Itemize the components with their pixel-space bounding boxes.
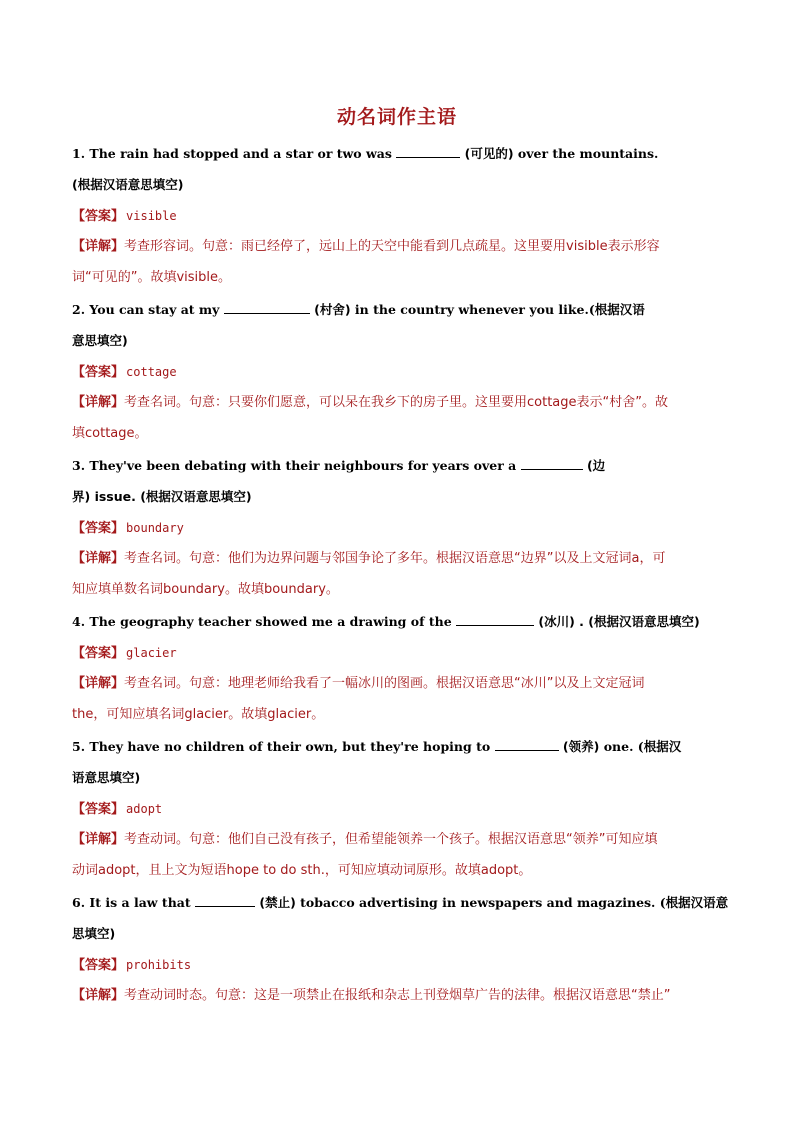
question-instruction: (根据汉语意思填空)	[588, 614, 700, 629]
answer-label: 【答案】	[72, 646, 125, 661]
question-instruction: (根据汉语意思填空)	[72, 177, 184, 192]
question-4	[72, 606, 722, 637]
detail-text: 动词adopt，且上文为短语hope to do sth.，可知应填动词原形。故填adopt。	[72, 863, 532, 878]
question-text: tobacco advertising in newspapers and magazines. (根据汉语意	[300, 895, 729, 910]
question-instruction: 语意思填空)	[72, 770, 141, 785]
answer-value: cottage	[126, 365, 177, 379]
answer-blank	[456, 613, 534, 626]
detail-text: 词“可见的”。故填visible。	[72, 270, 232, 285]
question-text: 2. You can stay at my	[72, 302, 224, 317]
question-5	[72, 731, 722, 793]
detail-6	[72, 980, 722, 1011]
detail-label: 【详解】	[72, 988, 125, 1003]
detail-4	[72, 668, 722, 730]
detail-text: 考查动词。句意：他们自己没有孩子，但希望能领养一个孩子。根据汉语意思“领养”可知应填	[124, 832, 658, 847]
answer-4	[72, 637, 722, 669]
answer-value: visible	[126, 209, 177, 223]
question-text: one. (根据汉	[603, 739, 682, 754]
answer-blank	[396, 145, 460, 158]
question-text: 6. It is a law that	[72, 895, 196, 910]
detail-text: 考查名词。句意：地理老师给我看了一幅冰川的图画。根据汉语意思“冰川”以及上文定冠词	[124, 676, 645, 691]
question-text: 4. The geography teacher showed me a drawing of the	[72, 614, 457, 629]
detail-text: the，可知应填名词glacier。故填glacier。	[72, 707, 325, 722]
question-hint: (可见的)	[460, 146, 518, 161]
answer-1	[72, 200, 722, 232]
question-text: over the mountains.	[517, 146, 659, 161]
answer-label: 【答案】	[72, 802, 125, 817]
detail-text: 填cottage。	[72, 426, 148, 441]
detail-2	[72, 387, 722, 449]
question-6	[72, 887, 729, 949]
question-text: in the country whenever you like.(根据汉语	[354, 302, 645, 317]
question-instruction: 意思填空)	[72, 333, 128, 348]
answer-value: prohibits	[126, 958, 192, 972]
detail-text: 考查名词。句意：他们为边界问题与邻国争论了多年。根据汉语意思“边界”以及上文冠词a，可	[124, 551, 666, 566]
answer-value: boundary	[126, 521, 184, 535]
question-text: 5. They have no children of their own, but they're hoping to	[72, 739, 495, 754]
detail-label: 【详解】	[72, 395, 125, 410]
question-hint: (禁止)	[255, 895, 301, 910]
question-hint: (边	[582, 458, 606, 473]
answer-blank	[224, 301, 310, 314]
question-hint: (领养)	[558, 739, 604, 754]
answer-value: glacier	[126, 646, 177, 660]
detail-label: 【详解】	[72, 676, 125, 691]
answer-3	[72, 512, 722, 544]
detail-5	[72, 824, 722, 886]
question-text: 1. The rain had stopped and a star or two was	[72, 146, 397, 161]
detail-text: 考查形容词。句意：雨已经停了，远山上的天空中能看到几点疏星。这里要用visible表示形容	[124, 239, 660, 254]
answer-label: 【答案】	[72, 521, 125, 536]
detail-label: 【详解】	[72, 239, 125, 254]
answer-label: 【答案】	[72, 365, 125, 380]
answer-value: adopt	[126, 802, 163, 816]
question-1	[72, 138, 722, 200]
answer-label: 【答案】	[72, 209, 125, 224]
question-hint: (冰川) .	[534, 614, 589, 629]
answer-6	[72, 949, 722, 981]
answer-5	[72, 793, 722, 825]
question-3	[72, 450, 722, 512]
question-text: 3. They've been debating with their neighbours for years over a	[72, 458, 521, 473]
detail-label: 【详解】	[72, 551, 125, 566]
answer-blank	[521, 457, 583, 470]
detail-text: 考查名词。句意：只要你们愿意，可以呆在我乡下的房子里。这里要用cottage表示“村舍”。故	[124, 395, 668, 410]
detail-3	[72, 543, 722, 605]
answer-blank	[495, 738, 559, 751]
detail-text: 考查动词时态。句意：这是一项禁止在报纸和杂志上刊登烟草广告的法律。根据汉语意思“禁止”	[124, 988, 671, 1003]
page-title: 动名词作主语	[336, 106, 457, 128]
question-instruction: 界) issue. (根据汉语意思填空)	[72, 489, 252, 504]
question-2	[72, 294, 722, 356]
answer-blank	[195, 894, 255, 907]
question-instruction: 思填空)	[72, 926, 116, 941]
detail-1	[72, 231, 722, 293]
answer-2	[72, 356, 722, 388]
detail-text: 知应填单数名词boundary。故填boundary。	[72, 582, 339, 597]
question-hint: (村舍)	[309, 302, 355, 317]
answer-label: 【答案】	[72, 958, 125, 973]
detail-label: 【详解】	[72, 832, 125, 847]
